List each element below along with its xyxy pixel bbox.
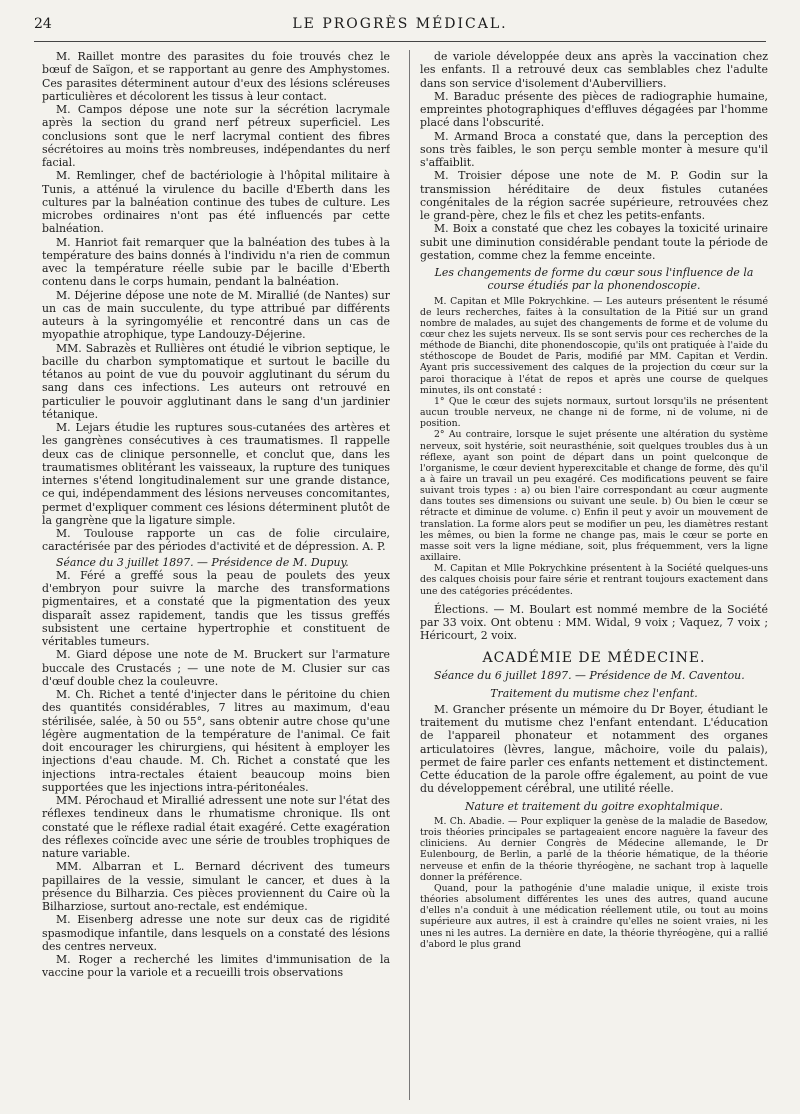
small-paragraph: M. Ch. Abadie. — Pour expliquer la genèse de la maladie de Basedow, trois théories principales se partageaient encore naguère la faveur des cliniciens. Au dernier Congrès de Médecine allemande, le Dr Eulenbourg, de Berlin, a parlé de la théorie hématique, de la théorie nerveuse et enfin de la théorie thyréogène, ne sachant trop à laquelle donner la préférence. <box>420 815 768 883</box>
section-subheading: Traitement du mutisme chez l'enfant. <box>490 686 698 700</box>
paragraph: M. Remlinger, chef de bactériologie à l'hôpital militaire à Tunis, a atténué la virulence du bacille d'Eberth dans les cultures par la balnéation continue des tubes de culture. Les microbes ordinaires n'ont pas été influencés par cette balnéation. <box>42 169 390 236</box>
paragraph: MM. Sabrazès et Rullières ont étudié le vibrion septique, le bacille du charbon symptomatique et surtout le bacille du tétanos au point de vue du pouvoir agglutinant du sérum du sang dans ces infections. Les auteurs ont retrouvé en particulier le pouvoir agglutinant dans le sang d'un jardinier tétanique. <box>42 341 390 421</box>
left-column <box>42 50 390 1106</box>
small-paragraph: M. Capitan et Mlle Pokrychkine présentent à la Société quelques-uns des calques choisis pour faire série et rentrant toujours exactement dans une des catégories précédentes. <box>420 563 768 597</box>
column-divider <box>409 50 410 1100</box>
small-paragraph: Quand, pour la pathogénie d'une maladie unique, il existe trois théories absolument différentes les unes des autres, quand aucune d'elles n'a conduit à une médication réellement utile, ou tout au moins supérieure aux autres, il est à craindre qu'elles ne soient vraies, ni les unes ni les autres. La dernière en date, la théorie thyréogène, qui a rallié d'abord le plus grand <box>420 882 768 950</box>
session-heading: Séance du 3 juillet 1897. — Présidence de M. Dupuy. <box>56 555 349 569</box>
running-title: LE PROGRÈS MÉDICAL. <box>292 16 508 32</box>
paragraph: M. Campos dépose une note sur la sécrétion lacrymale après la section du grand nerf pétreux superficiel. Les conclusions sont que le nerf lacrymal contient des fibres sécrétoires au moins très nombreuses, indépendantes du nerf facial. <box>42 103 390 169</box>
small-paragraph: M. Capitan et Mlle Pokrychkine. — Les auteurs présentent le résumé de leurs recherches, faites à la consultation de la Pitié sur un grand nombre de malades, au sujet des changements de forme et de volume du cœur chez les sujets nerveux. Ils se sont servis pour ces recherches de la méthode de Bianchi, dite phonendoscopie, qu'ils ont pratiquée à l'aide du stéthoscope de Boudet de Paris, modifié par MM. Capitan et Verdin. Ayant pris successivement des calques de la projection du cœur sur la paroi thoracique à l'état de repos et après une course de quelques minutes, ils ont constaté : <box>420 295 768 396</box>
page-number: 24 <box>34 16 52 32</box>
paragraph: M. Ch. Richet a tenté d'injecter dans le péritoine du chien des quantités considérables, 7 litres au maximum, d'eau stérilisée, salée, à 50 ou 55°, sans obtenir autre chose qu'une légère augmentation de la température de l'animal. Ce fait doit encourager les chirurgiens, qui hésitent à employer les injections d'eau chaude. M. Ch. Richet a constaté que les injections intra-rectales étaient beaucoup moins bien supportées que les injections intra-péritonéales. <box>42 688 390 794</box>
session-heading: Séance du 6 juillet 1897. — Présidence de M. Caventou. <box>434 669 745 683</box>
paragraph: M. Roger a recherché les limites d'immunisation de la vaccine pour la variole et a recueilli trois observations <box>42 953 390 980</box>
paragraph: M. Déjerine dépose une note de M. Mirallié (de Nantes) sur un cas de main succulente, du type attribué par différents auteurs à la syringomyélie et rencontré dans un cas de myopathie atrophique, type Landouzy-Déjerine. <box>42 288 390 342</box>
paragraph: M. Lejars étudie les ruptures sous-cutanées des artères et les gangrènes consécutives à ces traumatismes. Il rappelle deux cas de clinique personnelle, et conclut que, dans les traumatismes oblitérant les vaisseaux, la rupture des tuniques internes s'étend longitudinalement sur une grande distance, ce qui, indépendamment des lésions nerveuses concomitantes, permet d'expliquer comment ces lésions déterminent plutôt de la gangrène que la ligature simple. <box>42 421 390 527</box>
academy-title: ACADÉMIE DE MÉDECINE. <box>482 650 706 667</box>
paragraph: de variole développée deux ans après la vaccination chez les enfants. Il a retrouvé deux cas semblables chez l'adulte dans son service d'isolement d'Aubervilliers. <box>420 50 768 90</box>
elections-paragraph: Élections. — M. Boulart est nommé membre de la Société par 33 voix. Ont obtenu : MM. Widal, 9 voix ; Vaquez, 7 voix ; Héricourt, 2 voix. <box>420 602 768 643</box>
paragraph: M. Grancher présente un mémoire du Dr Boyer, étudiant le traitement du mutisme chez l'enfant entendant. L'éducation de l'appareil phonateur et notamment des organes articulatoires (lèvres, langue, mâchoire, voile du palais), permet de faire parler ces enfants nettement et distinctement. Cette éducation de la parole offre également, au point de vue du développement cérébral, une utilité réelle. <box>420 702 768 796</box>
paragraph: M. Hanriot fait remarquer que la balnéation des tubes à la température des bains donnés à l'individu n'a rien de commun avec la température réelle subie par le bacille d'Eberth contenu dans le corps humain, pendant la balnéation. <box>42 235 390 289</box>
header-rule <box>34 41 766 42</box>
paragraph: M. Boix a constaté que chez les cobayes la toxicité urinaire subit une diminution considérable pendant toute la période de gestation, comme chez la femme enceinte. <box>420 222 768 262</box>
section-subheading: Nature et traitement du goitre exophtalmique. <box>465 799 723 813</box>
paragraph: M. Baraduc présente des pièces de radiographie humaine, empreintes photographiques d'effluves dégagées par l'homme placé dans l'obscurité. <box>420 89 768 130</box>
paragraph: M. Raillet montre des parasites du foie trouvés chez le bœuf de Saïgon, et se rapportant au genre des Amphystomes. Ces parasites déterminent autour d'eux des lésions scléreuses particulières et décolorent les tissus à leur contact. <box>42 50 390 103</box>
paragraph: M. Armand Broca a constaté que, dans la perception des sons très faibles, le son perçu semble monter à mesure qu'il s'affaiblit. <box>420 129 768 169</box>
page-header <box>34 16 766 38</box>
paragraph: M. Giard dépose une note de M. Bruckert sur l'armature buccale des Crustacés ; — une note de M. Clusier sur cas d'œuf double chez la couleuvre. <box>42 648 390 688</box>
section-subheading: Les changements de forme du cœur sous l'influence de la course étudiés par la phonendoscopie. <box>434 266 754 293</box>
small-paragraph: 2° Au contraire, lorsque le sujet présente une altération du système nerveux, soit hystérie, soit neurasthénie, soit quelques troubles dus à un réflexe, ayant son point de départ dans un point quelconque de l'organisme, le cœur devient hyperexcitable et change de forme, dès qu'il a à faire un travail un peu exagéré. Ces modifications peuvent se faire suivant trois types : a) ou bien l'aire correspondant au cœur augmente dans toutes ses dimensions ou suivant une seule. b) Ou bien le cœur se rétracte et diminue de volume. c) Enfin il peut y avoir un mouvement de translation. La forme alors peut se modifier un peu, les diamètres restant les mêmes, ou bien la forme ne change pas, mais le cœur se porte en masse soit vers la ligne médiane, soit, plus fréquemment, vers la ligne axillaire. <box>420 429 768 564</box>
paragraph: M. Toulouse rapporte un cas de folie circulaire, caractérisée par des périodes d'activité et de dépression. A. P. <box>42 527 390 554</box>
paragraph: MM. Albarran et L. Bernard décrivent des tumeurs papillaires de la vessie, simulant le cancer, et dues à la présence du Bilharzia. Ces pièces proviennent du Caire où la Bilharziose, surtout ano-rectale, est endémique. <box>42 860 390 913</box>
small-paragraph: 1° Que le cœur des sujets normaux, surtout lorsqu'ils ne présentent aucun trouble nerveux, ne change ni de forme, ni de volume, ni de position. <box>420 395 768 430</box>
paragraph: M. Féré a greffé sous la peau de poulets des yeux d'embryon pour suivre la marche des transformations pigmentaires, et a constaté que la pigmentation des yeux disparaît assez rapidement, tandis que les tissus greffés subsistent une certaine hypertrophie et constituent de véritables tumeurs. <box>42 568 390 648</box>
paragraph: MM. Pérochaud et Mirallié adressent une note sur l'état des réflexes tendineux dans le rhumatisme chronique. Ils ont constaté que le réflexe radial était exagéré. Cette exagération des réflexes coïncide avec une série de troubles trophiques de nature variable. <box>42 794 390 860</box>
right-column <box>420 50 768 1106</box>
paragraph: M. Eisenberg adresse une note sur deux cas de rigidité spasmodique infantile, dans lesquels on a constaté des lésions des centres nerveux. <box>42 913 390 953</box>
paragraph: M. Troisier dépose une note de M. P. Godin sur la transmission héréditaire de deux fistules cutanées congénitales de la région sacrée supérieure, retrouvées chez le grand-père, chez le fils et chez les petits-enfants. <box>420 169 768 222</box>
